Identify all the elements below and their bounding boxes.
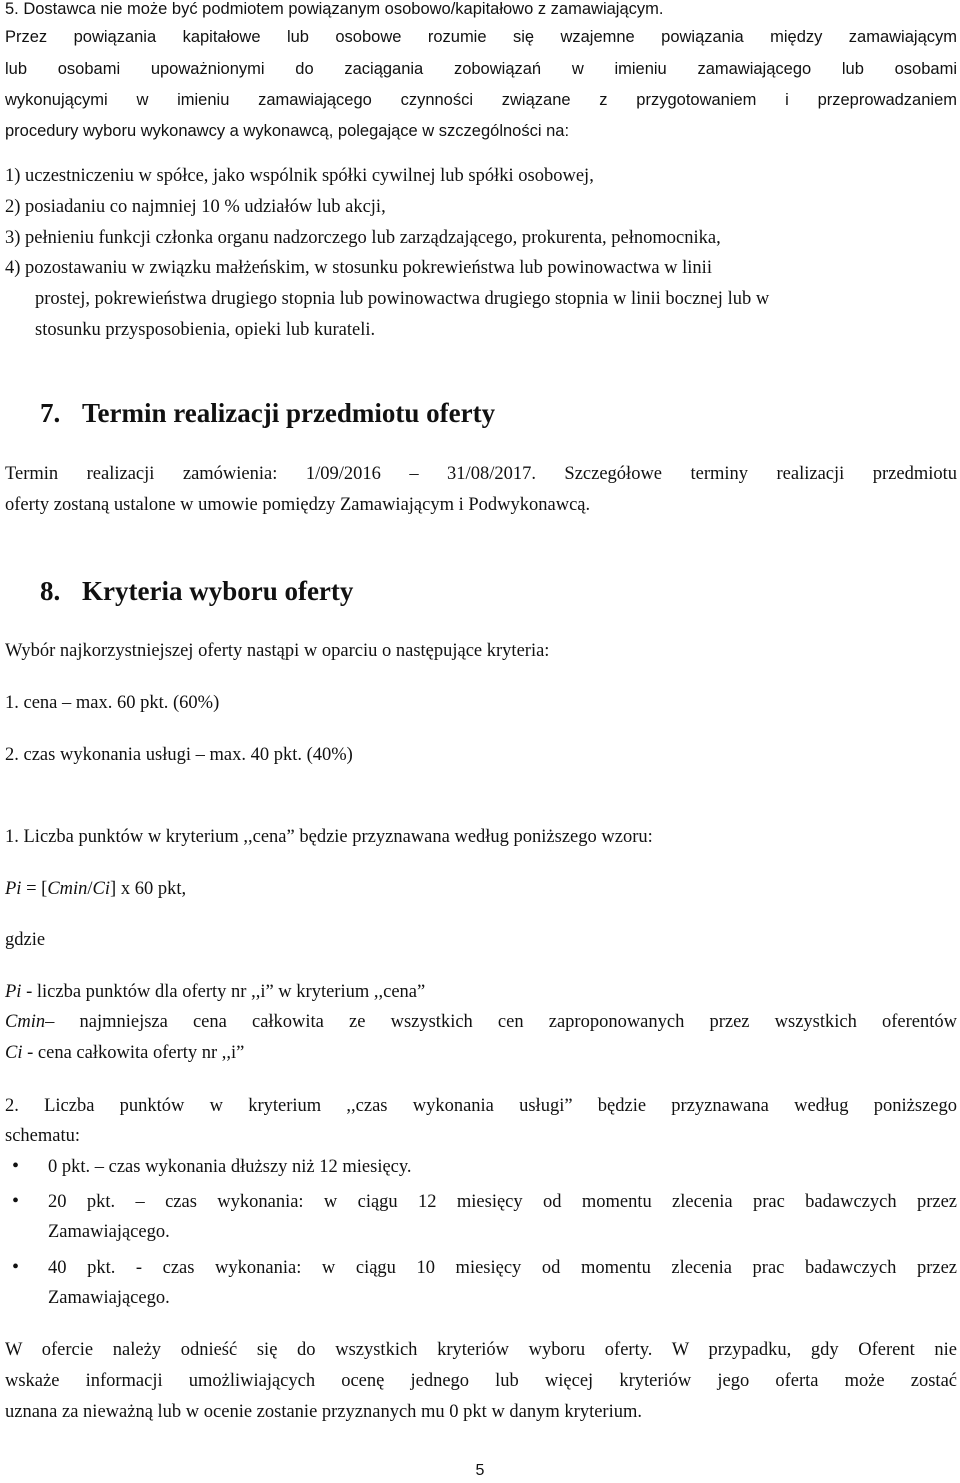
relation-item: 2) posiadaniu co najmniej 10 % udziałów lub akcji, [5, 197, 386, 217]
criterion-time: 2. czas wykonania usługi – max. 40 pkt. (40%) [5, 745, 353, 765]
price-formula [5, 879, 186, 900]
schedule-item: 20 pkt. – czas wykonania: w ciągu 12 miesięcy od momentu zlecenia prac badawczych przez [48, 1192, 957, 1212]
bullet-icon: • [12, 1190, 20, 1212]
symbol-ci: Ci [5, 1043, 23, 1063]
price-rule: 1. Liczba punktów w kryterium ,,cena” będzie przyznawana według poniższego wzoru: [5, 827, 653, 847]
relation-item: 4) pozostawaniu w związku małżeńskim, w stosunku pokrewieństwa lub powinowactwa w linii [5, 258, 712, 278]
criterion-price: 1. cena – max. 60 pkt. (60%) [5, 693, 220, 713]
section-number: 7. [40, 398, 61, 428]
section-number: 8. [40, 576, 61, 606]
relations-paragraph-line: lub osobami upoważnionymi do zaciągania zobowiązań w imieniu zamawiającego lub osobami [5, 60, 957, 78]
bullet-icon: • [12, 1256, 20, 1278]
symbol-pi: Pi [5, 982, 22, 1002]
formula-ci: Ci [92, 879, 111, 899]
relations-paragraph-line: Przez powiązania kapitałowe lub osobowe rozumie się wzajemne powiązania między zamawiającym [5, 28, 957, 46]
relations-paragraph-line: procedury wyboru wykonawcy a wykonawcą, polegające w szczególności na: [5, 122, 570, 140]
deadline-paragraph-line: oferty zostaną ustalone w umowie pomiędzy Zamawiającym i Podwykonawcą. [5, 495, 591, 515]
formula-rest: ] x 60 pkt, [110, 879, 187, 899]
schedule-item: 40 pkt. - czas wykonania: w ciągu 10 miesięcy od momentu zlecenia prac badawczych przez [48, 1258, 957, 1278]
closing-paragraph-line: uznana za nieważną lub w ocenie zostanie przyznanych mu 0 pkt w danym kryterium. [5, 1402, 642, 1422]
formula-gdzie: gdzie [5, 930, 46, 950]
relation-item-continued: prostej, pokrewieństwa drugiego stopnia lub powinowactwa drugiego stopnia w linii bocznej lub w [35, 289, 770, 309]
formula-slash: / [87, 879, 93, 899]
relation-item-continued: stosunku przysposobienia, opieki lub kurateli. [35, 320, 376, 340]
schedule-item-continued: Zamawiającego. [48, 1222, 170, 1242]
definition-cmin [5, 1012, 957, 1033]
closing-paragraph-line: wskaże informacji umożliwiających ocenę jednego lub więcej kryteriów jego oferta może zostać [5, 1371, 957, 1391]
relations-paragraph-line: wykonującymi w imieniu zamawiającego czynności związane z przygotowaniem i przeprowadzaniem [5, 91, 957, 109]
time-rule-line: schematu: [5, 1126, 81, 1146]
definition-pi [5, 982, 425, 1003]
closing-paragraph-line: W ofercie należy odnieść się do wszystkich kryteriów wyboru oferty. W przypadku, gdy Oferent nie [5, 1340, 957, 1360]
page-number: 5 [475, 1462, 485, 1479]
schedule-item: 0 pkt. – czas wykonania dłuższy niż 12 miesięcy. [48, 1157, 412, 1177]
relation-item: 3) pełnieniu funkcji członka organu nadzorczego lub zarządzającego, prokurenta, pełnomocnika, [5, 228, 721, 248]
formula-equals: = [ [21, 879, 48, 899]
relation-item: 1) uczestniczeniu w spółce, jako wspólnik spółki cywilnej lub spółki osobowej, [5, 166, 594, 186]
definition-ci [5, 1043, 244, 1064]
section-title: Kryteria wyboru oferty [82, 576, 354, 606]
section-title: Termin realizacji przedmiotu oferty [82, 398, 496, 428]
deadline-paragraph-line: Termin realizacji zamówienia: 1/09/2016 – 31/08/2017. Szczegółowe terminy realizacji przedmiotu [5, 464, 957, 484]
symbol-cmin: Cmin [5, 1012, 46, 1032]
definition-text: – najmniejsza cena całkowita ze wszystkich cen zaproponowanych przez wszystkich oferentów [45, 1012, 957, 1032]
bullet-icon: • [12, 1155, 20, 1177]
definition-text: - cena całkowita oferty nr ,,i” [22, 1043, 245, 1063]
time-rule-line: 2. Liczba punktów w kryterium ,,czas wykonania usługi” będzie przyznawana według poniższego [5, 1096, 957, 1116]
criteria-intro: Wybór najkorzystniejszej oferty nastąpi w oparciu o następujące kryteria: [5, 641, 550, 661]
supplier-condition: 5. Dostawca nie może być podmiotem powiązanym osobowo/kapitałowo z zamawiającym. [5, 0, 664, 18]
formula-pi: Pi [5, 879, 22, 899]
formula-cmin: Cmin [47, 879, 88, 899]
definition-text: - liczba punktów dla oferty nr ,,i” w kryterium ,,cena” [21, 982, 426, 1002]
schedule-item-continued: Zamawiającego. [48, 1288, 170, 1308]
